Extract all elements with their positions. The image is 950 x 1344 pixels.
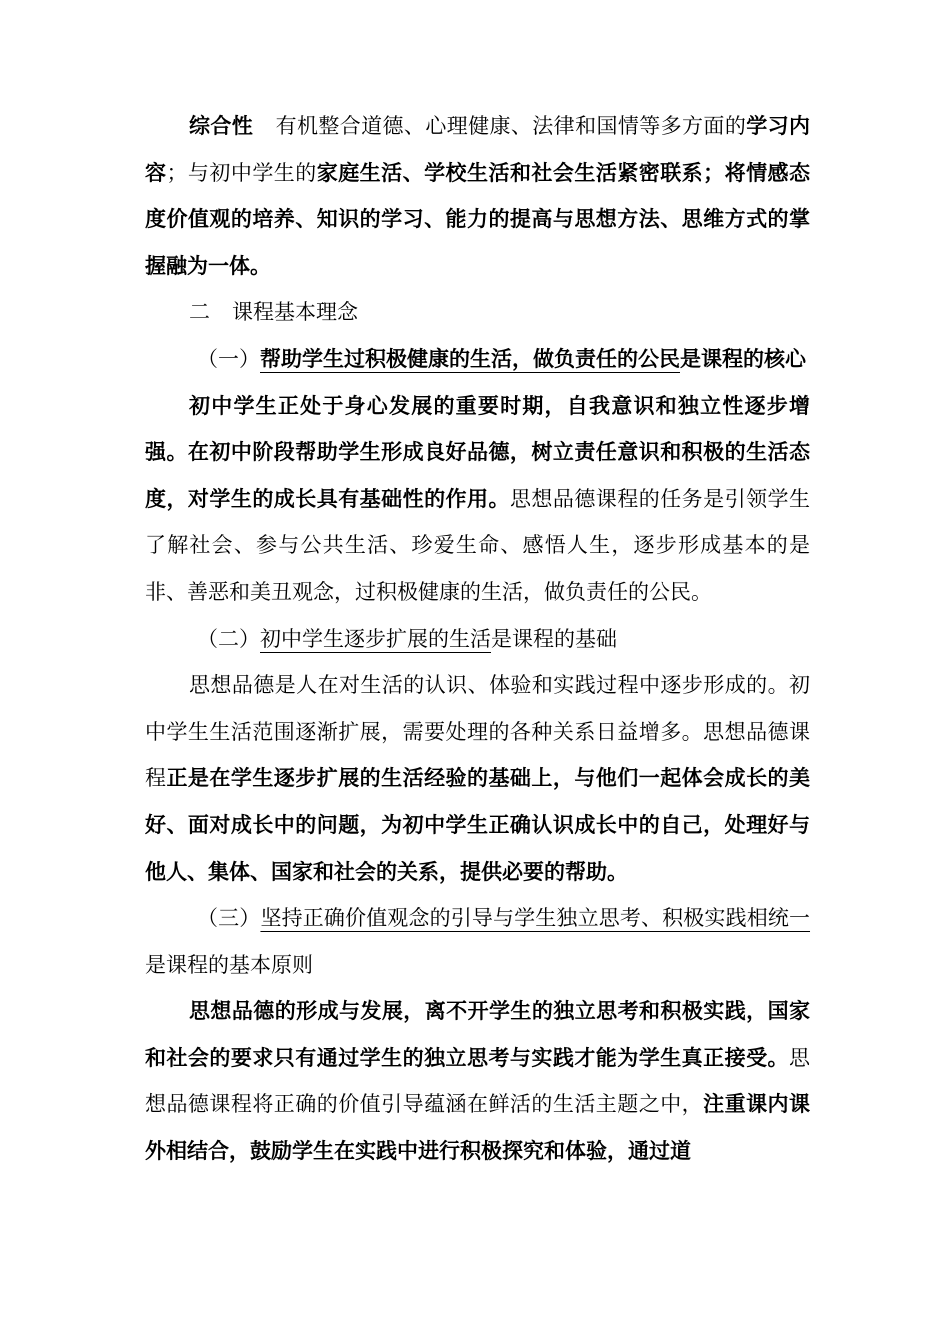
subheading-2-number: （二） [197,626,260,651]
subheading-3 [145,895,810,988]
paragraph-comprehensiveness [145,103,810,289]
subheading-2-underlined: 初中学生逐步扩展的生活 [260,626,491,651]
subheading-1 [145,336,810,383]
p4-bold-2: 注重课内课外相结合，鼓励学生在实践中进行积极探究和体验，通过道 [145,1091,811,1164]
p4-bold-1: 思想品德的形成与发展，离不开学生的独立思考和积极实践，国家和社会的要求只有通过学生的独立思考与实践才能为学生真正接受。 [145,998,810,1070]
p1-text-2: ；与初中学生的 [166,160,317,185]
subheading-1-rest: 是课程的核心 [680,345,806,371]
p1-bold-1: 学习内容 [145,113,811,185]
p3-bold-1: 正是在学生逐步扩展的生活经验的基础上，与他们一起体会成长的美好、面对成长中的问题，为初中学生正确认识成长中的自己，处理好与他人、集体、国家和社会的关系，提供必要的帮助。 [145,765,810,884]
paragraph-core [145,383,810,616]
p4-text-1: 思想品德课程将正确的价值引导蕴涵在鲜活的生活主题之中， [145,1045,810,1117]
section-title: 课程基本理念 [232,300,358,325]
subheading-3-underlined: 坚持正确价值观念的引导与学生独立思考、积极实践相统一 [260,906,811,931]
document-body [145,103,810,1175]
p1-bold-2: 家庭生活、学校生活和社会生活紧密联系；将情感态度价值观的培养、知识的学习、能力的提高与思想方法、思维方式的掌握融为一体。 [145,159,811,278]
subheading-1-underlined: 帮助学生过积极健康的生活，做负责任的公民 [260,345,680,371]
subheading-3-number: （三） [197,906,261,931]
section-heading-2 [145,289,810,336]
paragraph-foundation [145,662,810,895]
section-number: 二 [189,300,210,325]
paragraph-principle [145,988,810,1174]
p1-text-1: 有机整合道德、心理健康、法律和国情等多方面的 [275,114,747,138]
subheading-2 [145,616,810,663]
subheading-1-number: （一） [197,346,260,371]
p3-text-1: 思想品德是人在对生活的认识、体验和实践过程中逐步形成的。初中学生生活范围逐渐扩展，需要处理的各种关系日益增多。思想品德课程 [145,673,810,791]
subheading-2-rest: 是课程的基础 [491,626,617,651]
p2-bold-1: 初中学生正处于身心发展的重要时期，自我意识和独立性逐步增强。在初中阶段帮助学生形成良好品德，树立责任意识和积极的生活态度，对学生的成长具有基础性的作用。 [145,392,810,511]
p2-text-1: 思想品德课程的任务是引领学生了解社会、参与公共生活、珍爱生命、感悟人生，逐步形成基本的是非、善恶和美丑观念，过积极健康的生活，做负责任的公民。 [145,486,811,604]
term-comprehensiveness: 综合性 [189,113,254,138]
subheading-3-rest: 是课程的基本原则 [145,952,313,977]
